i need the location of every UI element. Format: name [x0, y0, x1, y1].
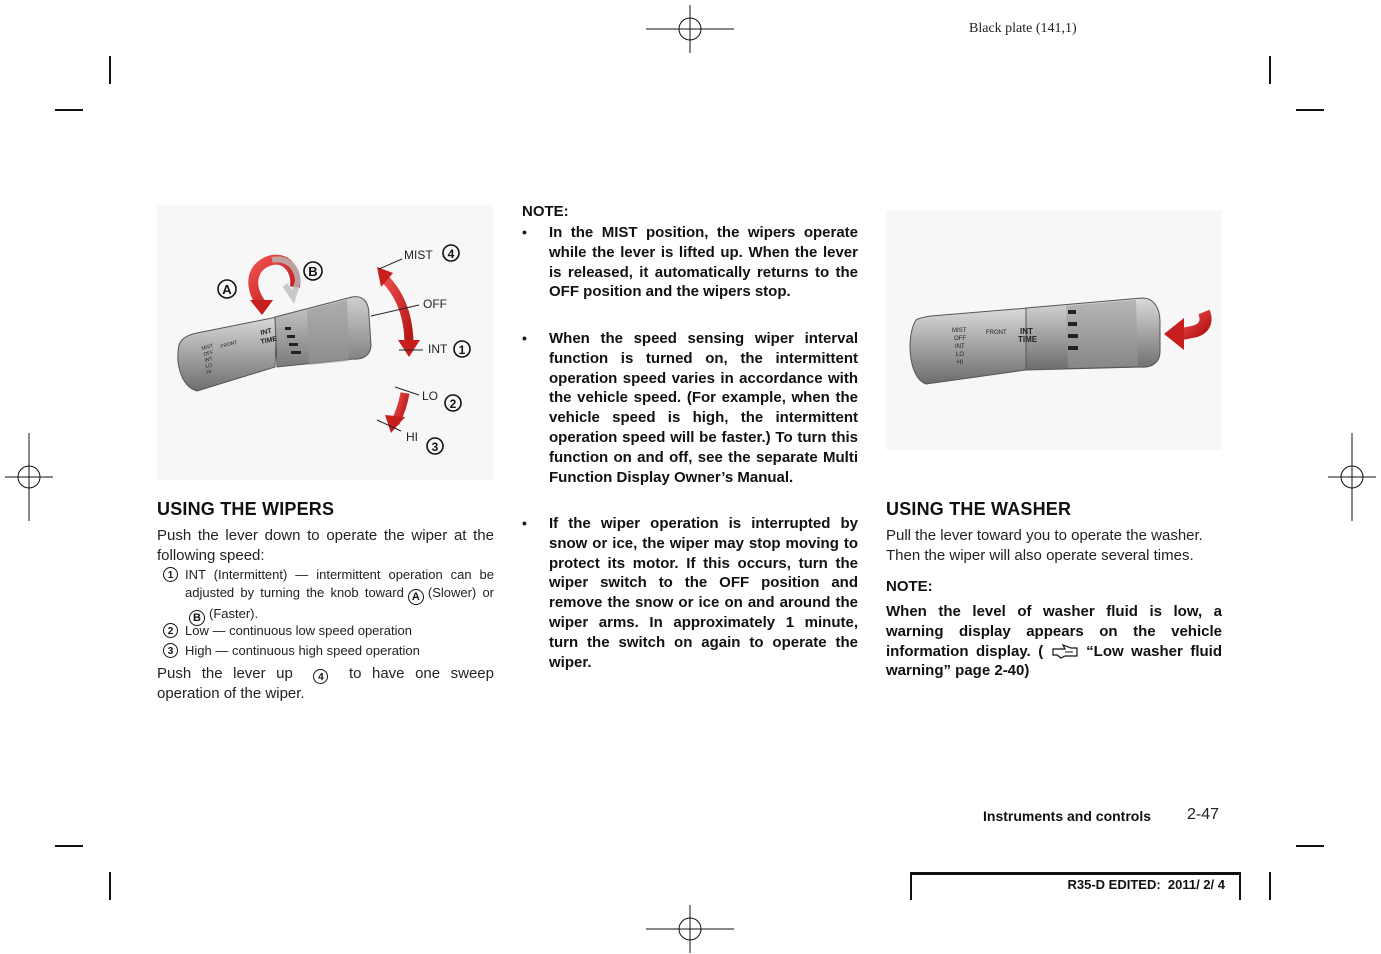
list-item: 3 High — continuous high speed operation	[161, 642, 501, 660]
svg-text:OFF: OFF	[202, 349, 215, 358]
label-num-4: 4	[447, 247, 455, 261]
num-2-icon: 2	[163, 623, 178, 638]
registration-mark-icon	[5, 433, 53, 521]
label-a: A	[222, 282, 232, 297]
footer-section: Instruments and controls	[983, 808, 1152, 824]
footer-page-number: 2-47	[1187, 806, 1220, 823]
list-item: 2 Low — continuous low speed operation	[161, 622, 501, 640]
registration-mark-icon	[646, 5, 734, 53]
note-bullet: When the speed sensing wiper interval function is turned on, the intermittent operation speed varies in accordance with the vehicle speed. (For example, when the vehicle speed is high, the intermittent operation speed will be faster.) To turn this function on and off, see the separate Multi Function Display Owner’s Manual.	[549, 330, 858, 486]
registration-mark-icon	[646, 905, 734, 953]
pointing-hand-icon	[1051, 643, 1079, 659]
svg-text:OFF: OFF	[954, 336, 966, 342]
svg-text:MIST: MIST	[952, 328, 967, 334]
label-int: INT	[428, 342, 448, 356]
edited-stamp: R35-D EDITED: 2011/ 2/ 4	[1067, 877, 1225, 892]
label-num-1: 1	[458, 343, 466, 357]
letter-b-icon: B	[189, 610, 205, 626]
label-mist: MIST	[404, 248, 433, 262]
wipers-heading: USING THE WIPERS	[157, 499, 335, 519]
label-num-2: 2	[449, 397, 457, 411]
label-b: B	[308, 264, 318, 279]
knob-time-label: TIME	[259, 335, 278, 346]
num-3-icon: 3	[163, 643, 178, 658]
washer-note-title: NOTE:	[886, 578, 933, 595]
wipers-intro: Push the lever down to operate the wiper at the following speed:	[157, 527, 494, 564]
svg-text:INT: INT	[955, 344, 965, 350]
label-lo: LO	[422, 389, 439, 403]
registration-mark-icon	[1328, 433, 1376, 521]
knob-front-label: FRONT	[219, 339, 239, 350]
push-lever-text: Push the lever up 4 to have one sweep operation of the wiper.	[157, 665, 494, 702]
svg-text:HI: HI	[205, 368, 213, 376]
note-title: NOTE:	[522, 203, 569, 220]
svg-text:FRONT: FRONT	[986, 330, 1007, 336]
note-bullet: If the wiper operation is interrupted by snow or ice, the wiper may stop moving to protect its motor. If this occurs, turn the wiper switch to the OFF position and remove the snow or ice on and around the wiper arms. In approximately 1 minute, turn the switch on again to operate the wiper.	[549, 515, 858, 671]
num-4-icon: 4	[313, 669, 328, 684]
washer-lever-figure	[886, 210, 1222, 450]
label-hi: HI	[406, 430, 418, 444]
svg-text:INT: INT	[1020, 327, 1033, 336]
svg-text:MIST: MIST	[200, 343, 215, 352]
svg-text:LO: LO	[204, 362, 213, 370]
num-1-icon: 1	[163, 567, 178, 582]
svg-text:LO: LO	[956, 352, 965, 358]
list-item: 1 INT (Intermittent) — intermittent operation can be adjusted by turning the knob toward A (Slower) orB (Faster).	[161, 566, 494, 626]
wiper-lever-figure	[157, 205, 493, 480]
edited-box	[910, 872, 1241, 900]
label-num-3: 3	[431, 440, 439, 454]
washer-heading: USING THE WASHER	[886, 499, 1072, 519]
washer-text: Pull the lever toward you to operate the washer. Then the wiper will also operate several times.	[886, 527, 1203, 564]
plate-label: Black plate (141,1)	[969, 21, 1077, 36]
svg-text:HI: HI	[957, 360, 963, 366]
letter-a-icon: A	[408, 589, 424, 605]
washer-note: When the level of washer fluid is low, a warning display appears on the vehicle information display. ( “Low washer fluid warning” page 2-40)	[886, 603, 1222, 680]
svg-text:INT: INT	[203, 356, 214, 364]
knob-int-label: INT	[259, 327, 273, 337]
label-off: OFF	[423, 297, 447, 311]
note-bullet: In the MIST position, the wipers operate while the lever is lifted up. When the lever is released, it automatically returns to the OFF position and the wipers stop.	[549, 224, 858, 301]
svg-text:TIME: TIME	[1018, 335, 1038, 344]
